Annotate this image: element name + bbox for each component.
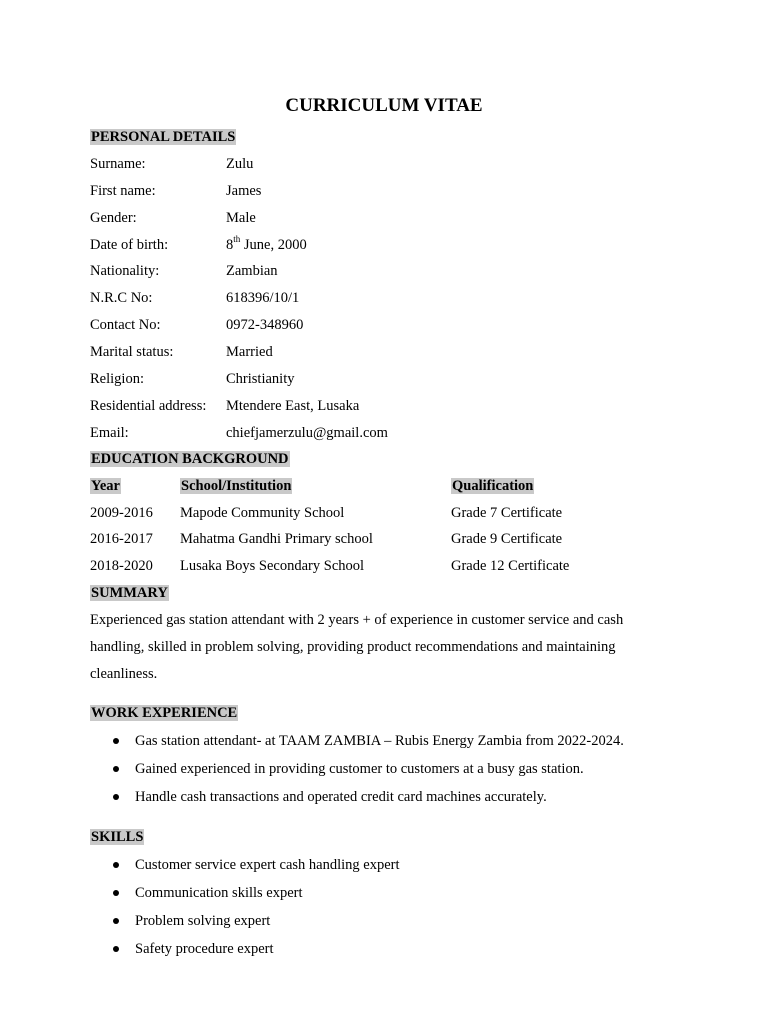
table-cell-qualification: Grade 9 Certificate	[451, 531, 563, 547]
section-heading-personal-details	[90, 128, 236, 146]
label-first-name: First name:	[90, 183, 156, 199]
document-title: CURRICULUM VITAE	[285, 95, 483, 116]
table-cell-year: 2018-2020	[90, 558, 153, 574]
value-residential-address: Mtendere East, Lusaka	[226, 398, 360, 414]
section-heading-work-experience	[90, 704, 238, 722]
dob-day: 8	[226, 237, 234, 253]
value-nrc-no: 618396/10/1	[226, 290, 300, 306]
section-heading-summary	[90, 584, 169, 602]
bullet-icon	[113, 794, 119, 800]
label-nrc-no: N.R.C No:	[90, 290, 153, 306]
value-first-name: James	[226, 183, 262, 199]
label-residential-address: Residential address:	[90, 398, 207, 414]
value-gender: Male	[226, 210, 256, 226]
bullet-icon	[113, 862, 119, 868]
section-heading-text: SKILLS	[91, 829, 144, 845]
table-header-qualification	[451, 477, 534, 495]
label-gender: Gender:	[90, 210, 137, 226]
bullet-icon	[113, 946, 119, 952]
section-heading-text: WORK EXPERIENCE	[91, 705, 238, 721]
skill-item: Problem solving expert	[135, 913, 271, 929]
label-nationality: Nationality:	[90, 263, 160, 279]
value-marital-status: Married	[226, 344, 273, 360]
work-item: Handle cash transactions and operated credit card machines accurately.	[135, 789, 547, 805]
value-surname: Zulu	[226, 156, 254, 172]
table-header-school	[180, 477, 292, 495]
bullet-icon	[113, 890, 119, 896]
bullet-icon	[113, 738, 119, 744]
table-cell-school: Mahatma Gandhi Primary school	[180, 531, 373, 547]
dob-month-year: June, 2000	[240, 237, 307, 253]
table-cell-school: Lusaka Boys Secondary School	[180, 558, 365, 574]
summary-line: Experienced gas station attendant with 2 years + of experience in customer service and cash	[90, 612, 624, 628]
table-cell-school: Mapode Community School	[180, 505, 345, 521]
value-contact-no: 0972-348960	[226, 317, 304, 333]
skill-item: Communication skills expert	[135, 885, 303, 901]
table-cell-year: 2016-2017	[90, 531, 153, 547]
header-text: Qualification	[452, 478, 534, 494]
bullet-icon	[113, 766, 119, 772]
section-heading-text: EDUCATION BACKGROUND	[91, 451, 289, 467]
value-email: chiefjamerzulu@gmail.com	[226, 425, 388, 441]
value-nationality: Zambian	[226, 263, 278, 279]
label-contact-no: Contact No:	[90, 317, 161, 333]
table-cell-qualification: Grade 12 Certificate	[451, 558, 570, 574]
section-heading-text: PERSONAL DETAILS	[91, 129, 236, 145]
section-heading-skills	[90, 828, 144, 846]
summary-line: cleanliness.	[90, 666, 158, 682]
value-date-of-birth	[226, 236, 307, 254]
summary-line: handling, skilled in problem solving, providing product recommendations and maintaining	[90, 639, 616, 655]
skill-item: Safety procedure expert	[135, 941, 274, 957]
label-email: Email:	[90, 425, 129, 441]
work-item: Gained experienced in providing customer to customers at a busy gas station.	[135, 761, 584, 777]
label-marital-status: Marital status:	[90, 344, 174, 360]
section-heading-education	[90, 450, 290, 468]
header-text: Year	[91, 478, 120, 494]
header-text: School/Institution	[181, 478, 292, 494]
bullet-icon	[113, 918, 119, 924]
table-cell-qualification: Grade 7 Certificate	[451, 505, 563, 521]
dob-ordinal-suffix: th	[233, 234, 241, 245]
label-religion: Religion:	[90, 371, 144, 387]
table-header-year	[90, 477, 121, 495]
skill-item: Customer service expert cash handling expert	[135, 857, 400, 873]
value-religion: Christianity	[226, 371, 295, 387]
label-date-of-birth: Date of birth:	[90, 237, 169, 253]
work-item: Gas station attendant- at TAAM ZAMBIA – Rubis Energy Zambia from 2022-2024.	[135, 733, 624, 749]
section-heading-text: SUMMARY	[91, 585, 168, 601]
label-surname: Surname:	[90, 156, 146, 172]
table-cell-year: 2009-2016	[90, 505, 153, 521]
